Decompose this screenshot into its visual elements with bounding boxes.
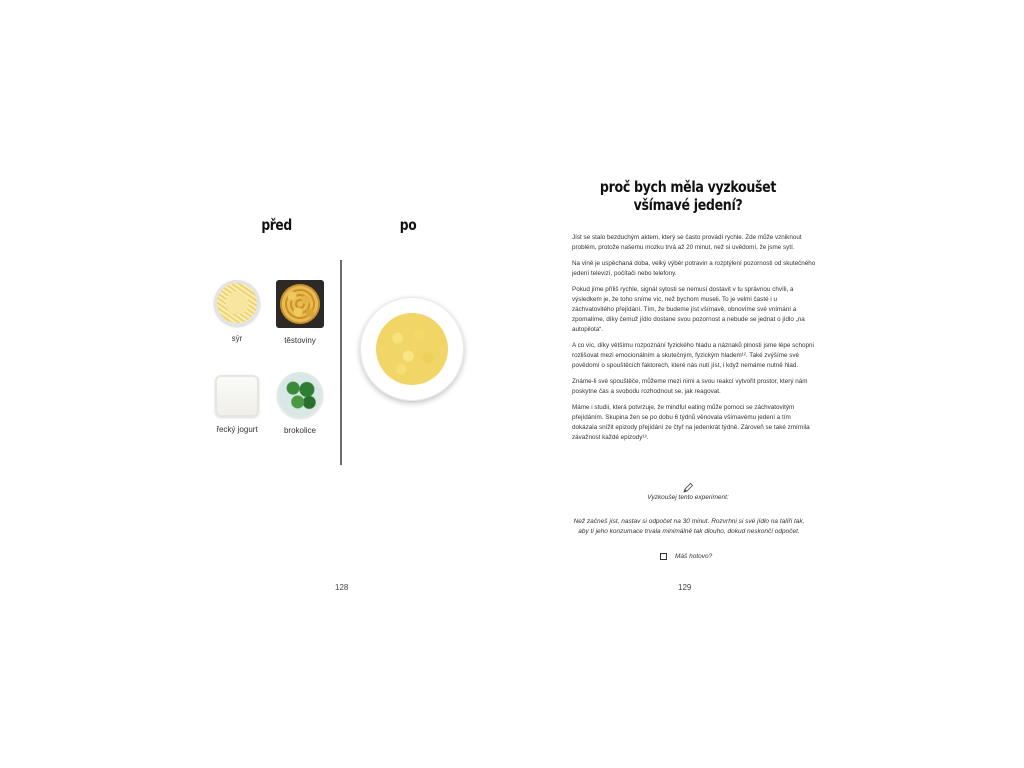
food-item-pasta: [272, 280, 328, 345]
broccoli-image: [277, 372, 323, 418]
food-item-broccoli: [272, 372, 328, 435]
done-label: Máš hotovo?: [675, 553, 713, 560]
food-label-broccoli: brokolice: [283, 426, 316, 435]
checkbox-icon[interactable]: [660, 553, 667, 560]
vertical-divider: [340, 260, 342, 465]
cheese-image: [214, 280, 260, 326]
body-text: [572, 233, 816, 449]
experiment-text: Než začneš jíst, nastav si odpočet na 30 minut. Rozvrhni si své jídlo na talíři tak, aby ti jeho konzumace trvala minimálně tak dlouho, dokud neskončí odpočet.: [573, 518, 805, 535]
page-number-left: 128: [335, 583, 349, 592]
page-title: [560, 178, 816, 214]
after-heading: po: [399, 216, 417, 234]
left-page: [200, 160, 500, 600]
paragraph: Pokud jíme příliš rychle, signál sytosti se nemusí dostavit v tu správnou chvíli, a výsledkem je, že toho sníme víc, než bychom museli. To je velmi časté i u záchvatovitého přejídání. Tím, že budeme jíst všímavě, obnovíme své vnímání a zpomalíme, díky čemuž jídlo dostane svou pozornost a nebude se jednat o jídlo „na autopilota“.: [572, 286, 805, 333]
food-label-yogurt: řecký jogurt: [216, 425, 258, 434]
paragraph: Na vině je uspěchaná doba, velký výběr potravin a rozptýlení pozornosti od skutečného jedení televizí, počítači nebo telefony.: [572, 260, 816, 277]
food-label-pasta: těstoviny: [284, 336, 316, 345]
food-label-cheese: sýr: [231, 334, 243, 343]
pasta-image: [276, 280, 324, 328]
title-line-1: proč bych měla vyzkoušet: [599, 178, 777, 196]
page-number-right: 129: [678, 583, 692, 592]
done-checkbox-row[interactable]: [660, 553, 712, 560]
paragraph: Známe-li své spouštěče, můžeme mezi nimi a svou reakcí vytvořit prostor, který nám poskytne čas a svobodu rozhodnout se, jak reagovat.: [572, 378, 808, 395]
paragraph: Jíst se stalo bezduchým aktem, který se často provádí rychle. Zde může vzniknout problém, protože našemu mozku trvá až 20 minut, než si uvědomí, že jsme sytí.: [572, 234, 802, 251]
mac-and-cheese-bowl-image: [360, 297, 464, 401]
before-heading: před: [261, 216, 292, 234]
experiment-label: Vyzkoušej tento experiment:: [647, 494, 729, 501]
title-line-2: všímavé jedení?: [633, 196, 743, 214]
yogurt-image: [215, 375, 259, 417]
food-item-yogurt: [209, 375, 265, 434]
paragraph: Máme i studii, která potvrzuje, že mindful eating může pomoci se záchvatovitým přejídáním. Skupina žen se po dobu 6 týdnů věnovala všímavému jedení a tím dokázala snížit epizody přejídání ze čtyř na jedenkrát týdně. Zároveň se také zmírnila závažnost každé epizody¹³.: [572, 404, 810, 441]
paragraph: A co víc, díky většímu rozpoznání fyzického hladu a náznaků plnosti jsme lépe schopni rozlišovat mezi emocionálním a skutečným, fyzickým hladem¹². Také zvýšíme své povědomí o spouštěcích faktorech, které nás nutí jíst, i když nemáme nutně hlad.: [572, 342, 814, 369]
pencil-icon: [682, 482, 694, 494]
food-item-cheese: [209, 280, 265, 343]
right-page: [560, 160, 816, 600]
